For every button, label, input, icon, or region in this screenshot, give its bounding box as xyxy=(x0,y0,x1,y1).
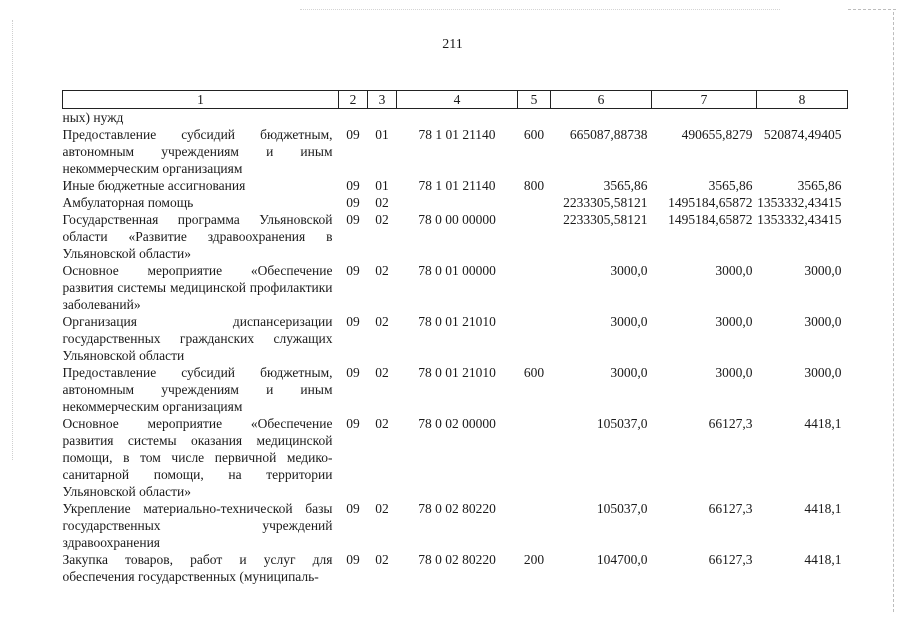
header-cell-col8: 8 xyxy=(757,91,848,109)
amount-col6: 3000,0 xyxy=(610,365,648,380)
expense-type-code xyxy=(518,500,551,551)
expense-type-code xyxy=(518,109,551,127)
table-row xyxy=(63,126,848,177)
amount-col8: 4418,1 xyxy=(804,501,842,516)
amount-col8: 3000,0 xyxy=(804,314,842,329)
header-cell-col7: 7 xyxy=(652,91,757,109)
section-code: 09 xyxy=(346,195,360,210)
target-article-code xyxy=(397,194,518,211)
section-code: 09 xyxy=(346,314,360,329)
subsection-code: 02 xyxy=(375,501,389,516)
amount-col7: 3000,0 xyxy=(715,263,753,278)
target-article-code xyxy=(397,109,518,127)
amount-col6: 104700,0 xyxy=(596,552,648,567)
table-row xyxy=(63,500,848,551)
subsection-code xyxy=(368,109,397,127)
target-article-code: 78 0 02 00000 xyxy=(418,416,496,431)
expense-type-code: 800 xyxy=(523,178,545,193)
amount-col7: 1495184,65872 xyxy=(668,212,753,227)
expense-name: ных) нужд xyxy=(62,110,124,125)
target-article-code: 78 0 02 80220 xyxy=(418,501,496,516)
subsection-code: 01 xyxy=(375,127,389,142)
expense-name: Предоставление субсидий бюджетным, автономным учреждениям и иным некоммерческим организациям xyxy=(62,127,333,176)
table-row xyxy=(63,313,848,364)
subsection-code: 01 xyxy=(375,178,389,193)
target-article-code: 78 1 01 21140 xyxy=(418,178,496,193)
budget-table xyxy=(62,90,848,585)
header-cell-col5: 5 xyxy=(518,91,551,109)
section-code xyxy=(339,109,368,127)
section-code: 09 xyxy=(346,178,360,193)
table-row xyxy=(63,551,848,585)
target-article-code: 78 0 01 00000 xyxy=(418,263,496,278)
amount-col7 xyxy=(652,109,757,127)
amount-col7: 1495184,65872 xyxy=(668,195,753,210)
table-row xyxy=(63,177,848,194)
expense-type-code xyxy=(518,262,551,313)
scan-edge-right xyxy=(893,12,895,612)
header-cell-col3: 3 xyxy=(368,91,397,109)
expense-type-code xyxy=(518,194,551,211)
expense-name: Укрепление материально-технической базы государственных учреждений здравоохранения xyxy=(62,501,333,550)
table-row xyxy=(63,262,848,313)
amount-col8: 3565,86 xyxy=(797,178,842,193)
header-cell-col6: 6 xyxy=(551,91,652,109)
amount-col8: 4418,1 xyxy=(804,416,842,431)
amount-col7: 3000,0 xyxy=(715,365,753,380)
section-code: 09 xyxy=(346,501,360,516)
scan-edge-top-right xyxy=(848,9,896,11)
amount-col6: 3000,0 xyxy=(610,263,648,278)
amount-col6 xyxy=(551,109,652,127)
amount-col8: 3000,0 xyxy=(804,365,842,380)
amount-col8: 4418,1 xyxy=(804,552,842,567)
amount-col8 xyxy=(757,109,848,127)
expense-name: Основное мероприятие «Обеспечение развития системы оказания медицинской помощи, в том числе первичной медико-санитарной помощи, на территории Ульяновской области» xyxy=(62,416,333,499)
subsection-code: 02 xyxy=(375,263,389,278)
table-header xyxy=(63,91,848,109)
amount-col8: 1353332,43415 xyxy=(757,195,842,210)
amount-col6: 2233305,58121 xyxy=(563,195,648,210)
table-body xyxy=(63,109,848,586)
amount-col6: 3000,0 xyxy=(610,314,648,329)
amount-col7: 66127,3 xyxy=(708,416,753,431)
target-article-code: 78 1 01 21140 xyxy=(418,127,496,142)
subsection-code: 02 xyxy=(375,365,389,380)
amount-col6: 105037,0 xyxy=(596,416,648,431)
table-row xyxy=(63,211,848,262)
expense-name: Закупка товаров, работ и услуг для обеспечения государственных (муниципаль- xyxy=(62,552,333,584)
header-cell-col2: 2 xyxy=(339,91,368,109)
header-cell-col4: 4 xyxy=(397,91,518,109)
expense-name: Организация диспансеризации государственных гражданских служащих Ульяновской области xyxy=(62,314,333,363)
target-article-code: 78 0 00 00000 xyxy=(418,212,496,227)
section-code: 09 xyxy=(346,416,360,431)
subsection-code: 02 xyxy=(375,552,389,567)
section-code: 09 xyxy=(346,552,360,567)
expense-type-code: 600 xyxy=(523,127,545,142)
section-code: 09 xyxy=(346,365,360,380)
amount-col7: 66127,3 xyxy=(708,501,753,516)
amount-col6: 3565,86 xyxy=(603,178,648,193)
table-row xyxy=(63,415,848,500)
scan-edge-top xyxy=(300,9,780,11)
target-article-code: 78 0 02 80220 xyxy=(418,552,496,567)
target-article-code: 78 0 01 21010 xyxy=(418,314,496,329)
expense-type-code xyxy=(518,415,551,500)
scan-edge-left xyxy=(12,20,14,460)
expense-type-code: 600 xyxy=(523,365,545,380)
amount-col7: 490655,8279 xyxy=(681,127,753,142)
amount-col8: 1353332,43415 xyxy=(757,212,842,227)
section-code: 09 xyxy=(346,127,360,142)
subsection-code: 02 xyxy=(375,195,389,210)
expense-type-code xyxy=(518,313,551,364)
table-row xyxy=(63,109,848,127)
amount-col6: 665087,88738 xyxy=(569,127,648,142)
page-number: 211 xyxy=(442,37,463,52)
target-article-code: 78 0 01 21010 xyxy=(418,365,496,380)
amount-col6: 2233305,58121 xyxy=(563,212,648,227)
subsection-code: 02 xyxy=(375,314,389,329)
amount-col7: 3000,0 xyxy=(715,314,753,329)
amount-col8: 520874,49405 xyxy=(763,127,842,142)
section-code: 09 xyxy=(346,212,360,227)
amount-col6: 105037,0 xyxy=(596,501,648,516)
amount-col8: 3000,0 xyxy=(804,263,842,278)
expense-name: Государственная программа Ульяновской области «Развитие здравоохранения в Ульяновской области» xyxy=(62,212,333,261)
subsection-code: 02 xyxy=(375,212,389,227)
table-row xyxy=(63,364,848,415)
section-code: 09 xyxy=(346,263,360,278)
header-row xyxy=(63,91,848,109)
expense-name: Амбулаторная помощь xyxy=(62,195,194,210)
expense-name: Основное мероприятие «Обеспечение развития системы медицинской профилактики заболеваний» xyxy=(62,263,333,312)
amount-col7: 66127,3 xyxy=(708,552,753,567)
amount-col7: 3565,86 xyxy=(708,178,753,193)
expense-name: Предоставление субсидий бюджетным, автономным учреждениям и иным некоммерческим организациям xyxy=(62,365,333,414)
expense-type-code: 200 xyxy=(523,552,545,567)
expense-type-code xyxy=(518,211,551,262)
header-cell-col1: 1 xyxy=(63,91,339,109)
table-row xyxy=(63,194,848,211)
subsection-code: 02 xyxy=(375,416,389,431)
expense-name: Иные бюджетные ассигнования xyxy=(62,178,246,193)
